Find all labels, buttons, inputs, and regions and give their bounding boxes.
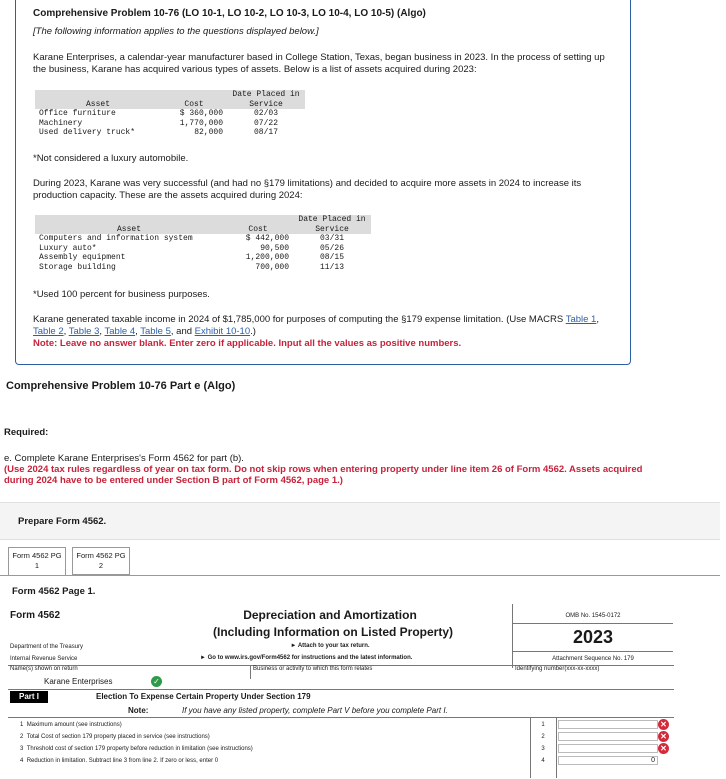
- assets-2024-table: [35, 215, 371, 272]
- prepare-label: Prepare Form 4562.: [18, 516, 107, 527]
- line-3-number: 3: [541, 746, 545, 752]
- line-1-input[interactable]: [558, 720, 658, 729]
- part1-label: Part I: [10, 691, 48, 703]
- line-4-input[interactable]: 0: [558, 756, 658, 765]
- incorrect-icon: ✕: [658, 731, 669, 742]
- link-exhibit[interactable]: Exhibit 10-10: [194, 326, 251, 337]
- dept-irs: Internal Revenue Service: [10, 656, 78, 662]
- link-table-1[interactable]: Table 1: [565, 314, 597, 325]
- line-2-number: 2: [541, 734, 545, 740]
- header-asset: Asset: [35, 100, 161, 110]
- header-date: Date Placed in: [227, 90, 305, 100]
- problem-title: Comprehensive Problem 10-76 (LO 10-1, LO 10-2, LO 10-3, LO 10-4, LO 10-5) (Algo): [33, 8, 426, 19]
- header-asset: Asset: [35, 225, 223, 235]
- link-table-2[interactable]: Table 2: [33, 326, 64, 337]
- name-value: Karane Enterprises: [44, 677, 113, 686]
- form-label: Form 4562: [10, 610, 61, 621]
- link-table-4[interactable]: Table 4: [104, 326, 136, 337]
- line-1-text: 1 Maximum amount (see instructions): [20, 722, 122, 728]
- note-text: If you have any listed property, complete Part V before you complete Part I.: [182, 706, 448, 715]
- incorrect-icon: ✕: [658, 719, 669, 730]
- line-4-text: 4 Reduction in limitation. Subtract line 3 from line 2. If zero or less, enter 0: [20, 758, 219, 764]
- footnote-2: *Used 100 percent for business purposes.: [33, 289, 210, 300]
- dept-treasury: Department of the Treasury: [10, 644, 84, 650]
- form-title: Depreciation and Amortization: [243, 608, 417, 622]
- form-subtitle: (Including Information on Listed Property): [213, 625, 453, 639]
- paragraph-3: Karane generated taxable income in 2024 of $1,785,000 for purposes of computing the §179 expense limitation. (Use MACRS Table 1, Table 2, Table 3, Table 4, Table 5, and Exhibit 10-10.): [33, 314, 599, 337]
- header-date: Date Placed in: [293, 215, 371, 225]
- line-4-number: 4: [541, 758, 545, 764]
- line-3-input[interactable]: [558, 744, 658, 753]
- table-row: Machinery 1,770,000 07/22: [39, 118, 278, 128]
- check-icon: ✓: [151, 676, 162, 687]
- note-label: Note:: [128, 706, 149, 715]
- paragraph-2: During 2023, Karane was very successful (and had no §179 limitations) and decided to acquire more assets in 2024 to increase its production capacity. These are the assets acquired during 2024:: [33, 178, 582, 201]
- part1-title: Election To Expense Certain Property Under Section 179: [96, 692, 311, 701]
- tab-form-4562-pg2[interactable]: Form 4562 PG 2: [72, 547, 130, 575]
- answer-note: Note: Leave no answer blank. Enter zero if applicable. Input all the values as positive numbers.: [33, 338, 462, 349]
- incorrect-icon: ✕: [658, 743, 669, 754]
- task-text: e. Complete Karane Enterprises's Form 4562 for part (b). (Use 2024 tax rules regardless of year on tax form. Do not skip rows when entering property under line item 26 of Form 4562. Assets acquired during 2024 have to be entered under Section B part of Form 4562, page 1.): [4, 453, 643, 486]
- table-row: Used delivery truck* 82,000 08/17: [39, 128, 278, 137]
- line-3-text: 3 Threshold cost of section 179 property before reduction in limitation (see instructions): [20, 746, 253, 752]
- attach-instruction: ► Attach to your tax return.: [290, 643, 370, 649]
- line-2-text: 2 Total Cost of section 179 property placed in service (see instructions): [20, 734, 210, 740]
- goto-instruction: ► Go to www.irs.gov/Form4562 for instructions and the latest information.: [200, 655, 413, 661]
- names-label: Name(s) shown on return: [10, 666, 78, 672]
- header-cost: Cost: [161, 100, 227, 110]
- attachment-sequence: Attachment Sequence No. 179: [552, 656, 634, 662]
- tab-form-4562-pg1[interactable]: Form 4562 PG 1: [8, 547, 66, 575]
- line-1-number: 1: [541, 722, 545, 728]
- tax-year: 2023: [572, 627, 614, 647]
- header-service: Service: [227, 100, 305, 110]
- section-title: Comprehensive Problem 10-76 Part e (Algo): [6, 380, 236, 392]
- identifying-number-label: Identifying number(xxx-xx-xxxx): [515, 666, 600, 672]
- table-row: Storage building 700,000 11/13: [39, 262, 344, 272]
- intro-paragraph: Karane Enterprises, a calendar-year manufacturer based in College Station, Texas, began business in 2023. In the process of setting up the business, Karane has acquired various types of assets. Below is a list of assets acquired during 2023:: [33, 52, 605, 75]
- omb-number: OMB No. 1545-0172: [565, 613, 621, 619]
- required-label: Required:: [4, 427, 49, 438]
- header-cost: Cost: [223, 225, 293, 235]
- table-row: Computers and information system $ 442,000 03/31: [39, 234, 344, 243]
- prepare-header: [0, 502, 720, 540]
- form-page-title: Form 4562 Page 1.: [12, 586, 96, 597]
- table-row: Luxury auto* 90,500 05/26: [39, 243, 344, 253]
- footnote-1: *Not considered a luxury automobile.: [33, 153, 189, 164]
- link-table-5[interactable]: Table 5: [140, 326, 171, 337]
- business-label: Business or activity to which this form relates: [253, 666, 373, 672]
- table-row: Office furniture $ 360,000 02/03: [39, 109, 278, 118]
- header-service: Service: [293, 225, 371, 235]
- line-2-input[interactable]: [558, 732, 658, 741]
- assets-2023-table: [35, 90, 305, 138]
- link-table-3[interactable]: Table 3: [68, 326, 100, 337]
- problem-note: [The following information applies to the questions displayed below.]: [33, 26, 319, 37]
- table-row: Assembly equipment 1,200,000 08/15: [39, 253, 344, 262]
